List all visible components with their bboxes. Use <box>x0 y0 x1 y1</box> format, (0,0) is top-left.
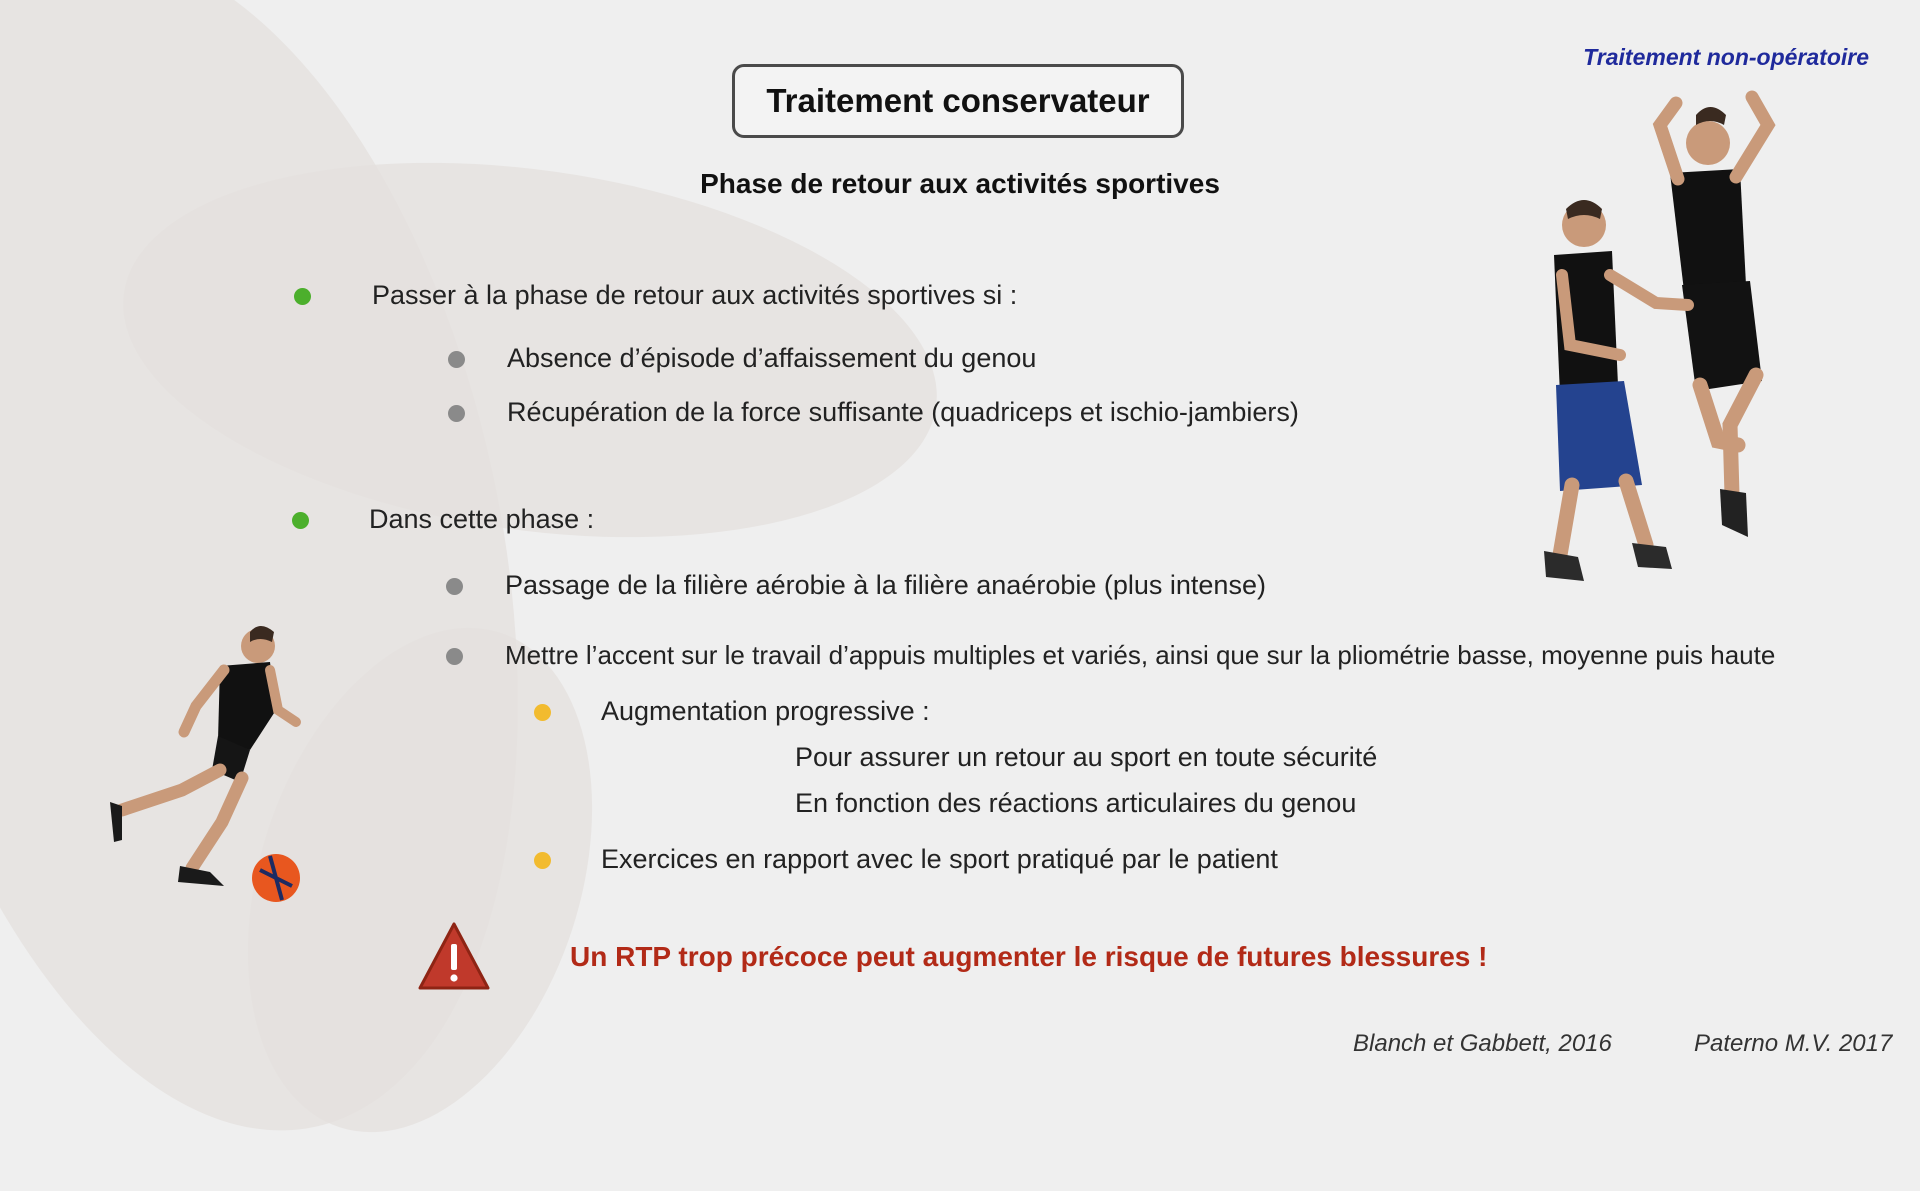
bullet-gray-3 <box>446 578 463 595</box>
athletes-training-image <box>1500 85 1830 605</box>
slide-title: Traitement conservateur <box>732 64 1184 138</box>
warning-triangle-icon <box>416 918 492 994</box>
citation-1: Blanch et Gabbett, 2016 <box>1353 1030 1612 1057</box>
section-tag: Traitement non-opératoire <box>1583 44 1869 70</box>
bullet-yellow-2 <box>534 852 551 869</box>
item1-sub1: Absence d’épisode d’affaissement du genou <box>507 343 1037 373</box>
slide-subtitle: Phase de retour aux activités sportives <box>700 168 1220 199</box>
soccer-player-image <box>100 610 310 910</box>
item1-sub2: Récupération de la force suffisante (quadriceps et ischio-jambiers) <box>507 397 1299 427</box>
item2-text: Dans cette phase : <box>369 504 595 534</box>
item2-sub2b: Exercices en rapport avec le sport pratiqué par le patient <box>601 844 1278 874</box>
bullet-green-2 <box>292 512 309 529</box>
bullet-gray-2 <box>448 405 465 422</box>
item2-sub2a-line2: En fonction des réactions articulaires du genou <box>795 788 1357 818</box>
item2-sub2a: Augmentation progressive : <box>601 696 930 726</box>
item2-sub1: Passage de la filière aérobie à la filière anaérobie (plus intense) <box>505 570 1266 600</box>
citation-2: Paterno M.V. 2017 <box>1694 1030 1893 1057</box>
warning-text: Un RTP trop précoce peut augmenter le risque de futures blessures ! <box>570 941 1488 972</box>
item1-text: Passer à la phase de retour aux activités sportives si : <box>372 280 1018 310</box>
bullet-yellow-1 <box>534 704 551 721</box>
bullet-gray-4 <box>446 648 463 665</box>
item2-sub2a-line1: Pour assurer un retour au sport en toute sécurité <box>795 742 1378 772</box>
bullet-green-1 <box>294 288 311 305</box>
item2-sub2: Mettre l’accent sur le travail d’appuis multiples et variés, ainsi que sur la pliométrie basse, moyenne puis haute <box>505 640 1776 670</box>
bullet-gray-1 <box>448 351 465 368</box>
